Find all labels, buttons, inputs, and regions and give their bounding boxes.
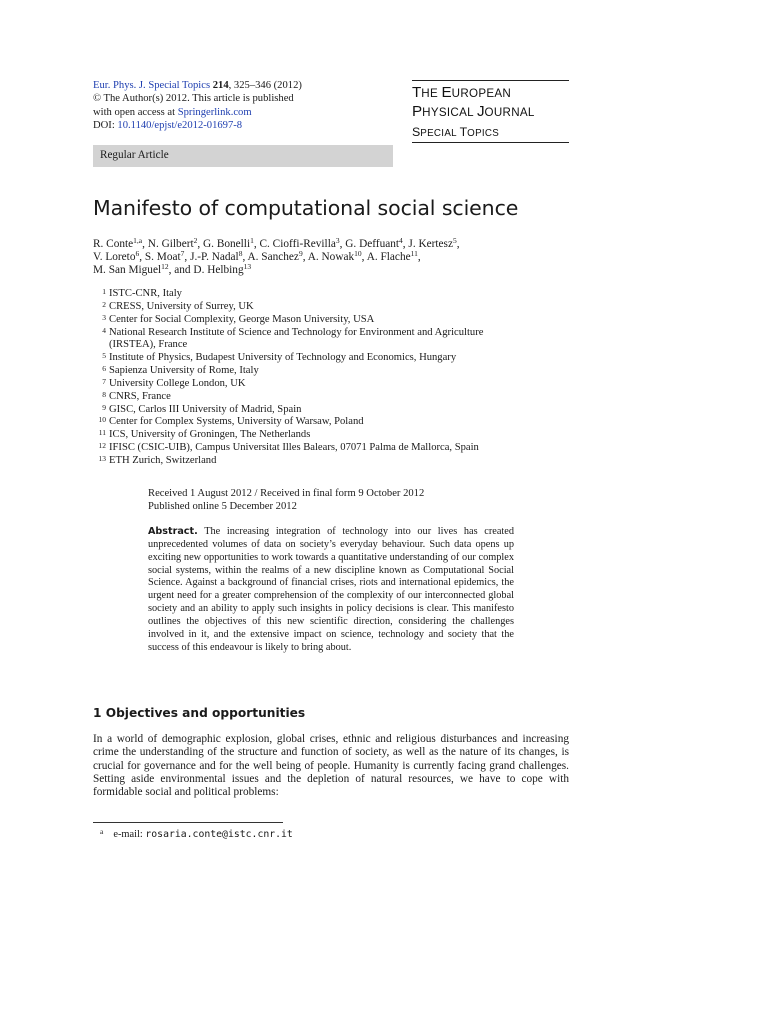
- received-dates: Received 1 August 2012 / Received in final form 9 October 2012: [148, 488, 425, 499]
- journal-name-line-2: PHYSICAL JOURNAL: [412, 103, 535, 120]
- footnote-label: e-mail:: [113, 829, 146, 840]
- abstract-text: The increasing integration of technology into our lives has created unprecedented volumes of data on society’s everyday behaviour. Such data opens up exciting new opportunities to work towards a quantitative understanding of our complex social systems, within the realms of a new discipline known as Computational Social Science. Against a background of financial crises, riots and international epidemics, the urgent need for a greater comprehension of the complexity of our interconnected global society and an ability to apply such insights in policy decisions is clear. This manifesto outlines the objectives of this new scientific direction, considering the challenges involved in it, and the extensive impact on science, technology and society that the success of this endeavour is likely to bring about.: [148, 526, 514, 653]
- author-separator: ,: [361, 251, 367, 264]
- author-name: A. Flache: [366, 251, 411, 264]
- section-heading: 1 Objectives and opportunities: [93, 706, 306, 720]
- author-affiliation-marker: 10: [354, 249, 362, 259]
- author-affiliation-marker: 12: [161, 262, 169, 272]
- citation-block: [93, 79, 383, 133]
- author-name: D. Helbing: [193, 264, 244, 277]
- affiliation-number: 4: [102, 325, 106, 335]
- affiliation-text: Sapienza University of Rome, Italy: [109, 365, 259, 377]
- pages-year: , 325–346 (2012): [228, 80, 302, 91]
- author-affiliation-marker: 1,a: [133, 236, 143, 245]
- affiliation-item: [93, 301, 573, 314]
- dates-block: [148, 487, 518, 514]
- journal-name-line-1: THE EUROPEAN: [412, 84, 512, 101]
- footnote-divider: [93, 822, 283, 823]
- author-affiliation-marker: 11: [410, 249, 418, 259]
- affiliation-number: 5: [102, 351, 106, 361]
- affiliation-item: [93, 288, 573, 301]
- affiliation-item: [93, 416, 573, 429]
- author-separator: ,: [456, 238, 460, 250]
- footnote-marker: a: [100, 827, 104, 836]
- author-affiliation-marker: 13: [243, 262, 252, 272]
- author-name: G. Bonelli: [203, 238, 251, 250]
- author-separator: ,: [142, 238, 148, 250]
- journal-name-line-3: SPECIAL TOPICS: [412, 125, 500, 139]
- affiliation-number: 10: [98, 415, 106, 425]
- affiliation-text: National Research Institute of Science and Technology for Environment and Agriculture: [109, 326, 484, 338]
- affiliation-number: 3: [102, 312, 106, 322]
- affiliation-text: ISTC-CNR, Italy: [109, 288, 182, 299]
- volume-number: 214: [212, 80, 229, 91]
- author-separator: ,: [417, 251, 421, 264]
- author-separator: ,: [184, 251, 191, 264]
- affiliation-number: 2: [102, 299, 106, 309]
- affiliation-text: CRESS, University of Surrey, UK: [109, 300, 254, 312]
- affiliation-text: CNRS, France: [109, 390, 171, 402]
- author-separator: ,: [242, 251, 248, 264]
- author-separator: , and: [168, 264, 194, 277]
- published-date: Published online 5 December 2012: [148, 501, 297, 513]
- author-name: M. San Miguel: [93, 264, 162, 277]
- author-affiliation-marker: 9: [298, 249, 303, 259]
- author-name: G. Deffuant: [345, 238, 400, 250]
- affiliation-list: [93, 288, 573, 468]
- author-separator: ,: [253, 238, 260, 250]
- author-name: A. Sanchez: [247, 251, 299, 264]
- author-affiliation-marker: 2: [193, 236, 198, 245]
- author-name: C. Cioffi-Revilla: [259, 238, 336, 250]
- abstract-label: Abstract.: [148, 526, 198, 537]
- author-name: J.-P. Nadal: [190, 251, 239, 264]
- journal-citation-link[interactable]: Eur. Phys. J. Special Topics: [93, 80, 211, 91]
- affiliation-item: [93, 314, 573, 327]
- affiliation-number: 6: [102, 364, 106, 374]
- email-link[interactable]: rosaria.conte@istc.cnr.it: [145, 829, 293, 840]
- affiliation-number: 11: [98, 428, 106, 438]
- affiliation-item: [93, 365, 573, 378]
- affiliation-text: Center for Social Complexity, George Mason University, USA: [109, 313, 375, 325]
- affiliation-number: 12: [98, 441, 106, 451]
- author-separator: ,: [339, 238, 346, 250]
- author-affiliation-marker: 8: [238, 249, 243, 259]
- body-paragraph: In a world of demographic explosion, global crises, ethnic and religious disturbances and increasing crime the understanding of the structure and function of society, as well as the nature of its changes, is crucial for governance and for the well being of people. Humanity is currently facing grand challenges. Setting aside environmental issues and the depletion of natural resources, we have to cope with formidable social and political problems:: [93, 733, 569, 799]
- author-line: [93, 238, 573, 251]
- copyright-line: The Author(s) 2012. This article is published: [101, 93, 294, 105]
- author-separator: ,: [197, 238, 204, 250]
- author-affiliation-marker: 7: [180, 249, 185, 259]
- author-separator: ,: [402, 238, 409, 250]
- affiliation-text: IFISC (CSIC-UIB), Campus Universitat Illes Balears, 07071 Palma de Mallorca, Spain: [109, 442, 479, 454]
- affiliation-item: [93, 391, 573, 404]
- article-type-label: Regular Article: [100, 149, 169, 161]
- author-separator: ,: [302, 251, 308, 264]
- affiliation-item: [93, 339, 573, 352]
- author-name: J. Kertesz: [408, 238, 453, 250]
- author-line: [93, 264, 573, 277]
- doi-link[interactable]: 10.1140/epjst/e2012-01697-8: [117, 120, 243, 132]
- affiliation-text: Center for Complex Systems, University of Warsaw, Poland: [109, 416, 364, 428]
- author-separator: ,: [139, 251, 145, 264]
- copyright-icon: ©: [93, 93, 102, 105]
- author-affiliation-marker: 6: [135, 249, 140, 259]
- affiliation-item: [93, 404, 573, 417]
- article-type-bar: [93, 145, 393, 167]
- doi-label: DOI:: [93, 120, 118, 132]
- affiliation-text: (IRSTEA), France: [109, 339, 188, 351]
- author-name: A. Nowak: [307, 251, 355, 264]
- affiliation-number: 8: [102, 389, 106, 399]
- author-name: N. Gilbert: [147, 238, 194, 250]
- affiliation-text: ETH Zurich, Switzerland: [109, 454, 217, 466]
- affiliation-item: [93, 429, 573, 442]
- footnote: [100, 827, 293, 840]
- affiliation-item: [93, 378, 573, 391]
- author-name: R. Conte: [93, 238, 134, 250]
- author-affiliation-marker: 3: [335, 236, 340, 245]
- affiliation-number: 1: [102, 287, 106, 296]
- author-affiliation-marker: 5: [452, 236, 457, 245]
- author-name: S. Moat: [144, 251, 181, 264]
- author-name: V. Loreto: [93, 251, 136, 264]
- affiliation-number: 13: [98, 453, 106, 463]
- affiliation-item: [93, 352, 573, 365]
- author-affiliation-marker: 4: [399, 236, 403, 245]
- affiliation-item: [93, 327, 573, 340]
- affiliation-item: [93, 455, 573, 468]
- affiliation-text: GISC, Carlos III University of Madrid, Spain: [109, 403, 302, 415]
- paper-title: Manifesto of computational social science: [93, 196, 519, 220]
- affiliation-text: ICS, University of Groningen, The Netherlands: [109, 429, 311, 441]
- affiliation-text: Institute of Physics, Budapest University of Technology and Economics, Hungary: [109, 352, 457, 364]
- journal-logo: [412, 80, 569, 143]
- affiliation-number: 7: [102, 376, 106, 386]
- affiliation-number: 9: [102, 402, 106, 412]
- open-access-text: with open access at: [93, 106, 178, 118]
- author-affiliation-marker: 1: [250, 236, 254, 245]
- affiliation-text: University College London, UK: [109, 377, 246, 389]
- affiliation-item: [93, 442, 573, 455]
- springerlink-link[interactable]: Springerlink.com: [177, 106, 252, 118]
- author-list: [93, 238, 573, 278]
- abstract: [148, 526, 514, 654]
